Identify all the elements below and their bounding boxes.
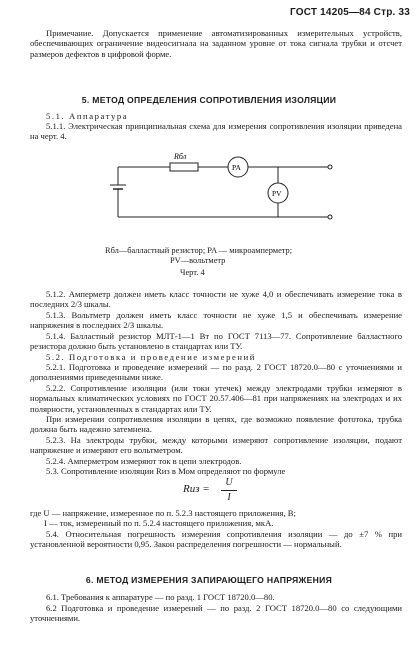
clause-5-2-2-note: При измерении сопротивления изоляции в цепях, где возможно появление фототока, трубка должна быть надежно затемнена. xyxy=(30,414,402,435)
clause-5-2: 5.2. Подготовка и проведение измерений xyxy=(46,352,256,362)
caption-legend-2: PV—вольтметр xyxy=(170,256,226,265)
clause-5-3: 5.3. Сопротивление изоляции Rиз в Мом определяют по формуле xyxy=(46,466,286,476)
where-u: где U — напряжение, измеренное по п. 5.2.3 настоящего приложения, В; xyxy=(30,508,296,518)
clause-5-1-1: 5.1.1. Электрическая принципиальная схема для измерения сопротивления изоляции приведена на черт. 4. xyxy=(30,121,402,142)
formula-fraction-bar xyxy=(221,490,237,491)
clause-5-1: 5.1. Аппаратура xyxy=(46,111,129,121)
clause-5-4: 5.4. Относительная погрешность измерения сопротивления изоляции — до ±7 % при установленной вероятности 0,95. Закон распределения погрешности — нормальный. xyxy=(30,529,402,550)
caption-legend-1: Rбл—балластный резистор; PA — микроамперметр; xyxy=(105,246,293,255)
terminal-top xyxy=(328,165,332,169)
clause-6-2: 6.2 Подготовка и проведение измерений — по разд. 2 ГОСТ 18720.0—80 со следующими уточнениями. xyxy=(30,603,402,624)
where-i: I — ток, измеренный по п. 5.2.4 настоящего приложения, мкА. xyxy=(44,518,274,528)
ammeter-label: PA xyxy=(232,163,241,172)
page-header: ГОСТ 14205—84 Стр. 33 xyxy=(290,7,410,18)
clause-5-2-4: 5.2.4. Амперметром измеряют ток в цепи электродов. xyxy=(46,456,242,466)
resistor-label: Rбл xyxy=(174,152,187,161)
clause-5-1-3: 5.1.3. Вольтметр должен иметь класс точности не хуже 1,5 и обеспечивать измерение напряжения в последних 2/3 шкалы. xyxy=(30,310,402,331)
resistor-symbol xyxy=(170,163,198,171)
terminal-bottom xyxy=(328,215,332,219)
circuit-diagram xyxy=(100,145,340,235)
clause-5-1-2: 5.1.2. Амперметр должен иметь класс точности не хуже 4,0 и обеспечивать измерение тока в последних 2/3 шкалы. xyxy=(30,289,402,310)
clause-5-2-2: 5.2.2. Сопротивление изоляции (или токи утечек) между электродами трубки измеряют в нормальных климатических условиях по ГОСТ 20.57.406—81 при напряжениях на электродах и их полярности, установленных в стандартах или ТУ. xyxy=(30,383,402,414)
clause-5-2-3: 5.2.3. На электроды трубки, между которыми измеряют сопротивление изоляции, подают напряжение и измеряют его вольтметром. xyxy=(30,435,402,456)
formula-numerator: U xyxy=(225,477,233,488)
figure-caption: Черт. 4 xyxy=(180,268,205,277)
clause-5-1-4: 5.1.4. Балластный резистор МЛТ-1—1 Вт по ГОСТ 7113—77. Сопротивление балластного резистора должно быть установлено в стандартах или ТУ. xyxy=(30,331,402,352)
note-paragraph: Примечание. Допускается применение автоматизированных измерительных устройств, обеспечивающих ограничение видеосигнала на заданном уровне от тока сигнала трубки и отсчет размеров дефектов в цифровой форме. xyxy=(30,28,402,59)
clause-6-1: 6.1. Требования к аппаратуре — по разд. 1 ГОСТ 18720.0—80. xyxy=(46,592,275,602)
section-5-title: 5. МЕТОД ОПРЕДЕЛЕНИЯ СОПРОТИВЛЕНИЯ ИЗОЛЯЦИИ xyxy=(81,95,337,105)
clause-5-2-1: 5.2.1. Подготовка и проведение измерений — по разд. 2 ГОСТ 18720.0—80 с уточнениями и дополнениями приведенными ниже. xyxy=(30,362,402,383)
voltmeter-label: PV xyxy=(272,189,282,198)
section-6-title: 6. МЕТОД ИЗМЕРЕНИЯ ЗАПИРАЮЩЕГО НАПРЯЖЕНИЯ xyxy=(85,575,333,585)
formula-denominator: I xyxy=(227,492,231,503)
formula-lhs: Rиз = xyxy=(183,483,210,495)
